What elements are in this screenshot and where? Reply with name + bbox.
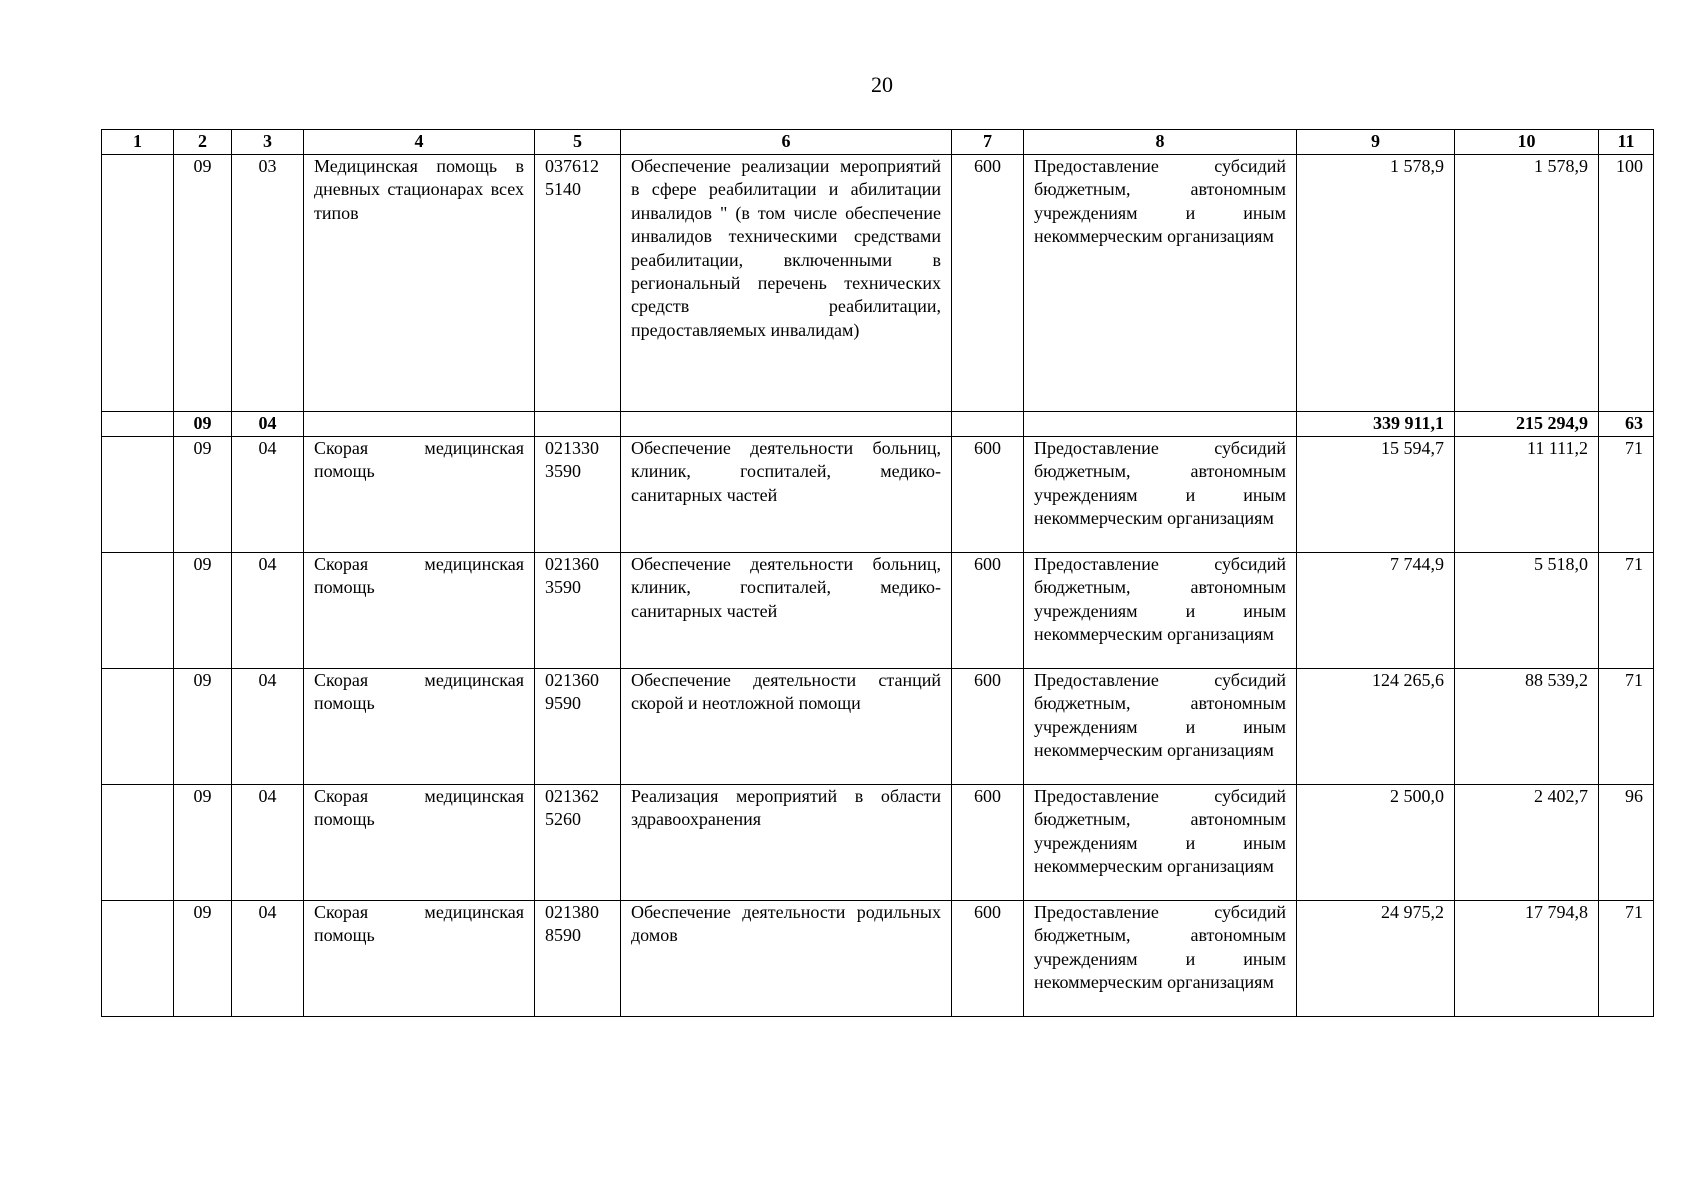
- column-header: 1: [102, 130, 174, 155]
- cell-empty: [535, 412, 621, 437]
- column-header: 5: [535, 130, 621, 155]
- page-number: 20: [871, 72, 893, 97]
- cell-subsection-name: Скорая медицинская помощь: [304, 785, 535, 901]
- cell-target-code: 021360 3590: [535, 553, 621, 669]
- cell-empty: [621, 412, 952, 437]
- cell-section: 09: [174, 669, 232, 785]
- table-row: [102, 437, 1654, 553]
- cell-empty: [1024, 412, 1297, 437]
- cell-c1: [102, 155, 174, 412]
- column-header: 4: [304, 130, 535, 155]
- column-header: 2: [174, 130, 232, 155]
- cell-c1: [102, 901, 174, 1017]
- column-header: 3: [232, 130, 304, 155]
- cell-expense-type: 600: [952, 437, 1024, 553]
- cell-target-name: Реализация мероприятий в области здравоохранения: [621, 785, 952, 901]
- cell-target-name: Обеспечение реализации мероприятий в сфере реабилитации и абилитации инвалидов " (в том числе обеспечение инвалидов техническими средствами реабилитации, включенными в региональный перечень технических средств реабилитации, предоставляемых инвалидам): [621, 155, 952, 412]
- cell-expense-type-name: Предоставление субсидий бюджетным, автономным учреждениям и иным некоммерческим организациям: [1024, 437, 1297, 553]
- cell-subsection: 04: [232, 412, 304, 437]
- cell-subsection-name: Скорая медицинская помощь: [304, 669, 535, 785]
- cell-target-code: 037612 5140: [535, 155, 621, 412]
- cell-section: 09: [174, 785, 232, 901]
- cell-executed: 1 578,9: [1455, 155, 1599, 412]
- cell-executed: 88 539,2: [1455, 669, 1599, 785]
- cell-subsection: 04: [232, 437, 304, 553]
- cell-target-code: 021362 5260: [535, 785, 621, 901]
- column-header: 7: [952, 130, 1024, 155]
- cell-executed: 215 294,9: [1455, 412, 1599, 437]
- cell-percent: 100: [1599, 155, 1654, 412]
- cell-target-name: Обеспечение деятельности станций скорой и неотложной помощи: [621, 669, 952, 785]
- cell-section: 09: [174, 412, 232, 437]
- cell-subsection-name: Скорая медицинская помощь: [304, 553, 535, 669]
- column-header: 8: [1024, 130, 1297, 155]
- cell-expense-type: 600: [952, 785, 1024, 901]
- table-row: [102, 155, 1654, 412]
- table-row: [102, 553, 1654, 669]
- cell-target-code: 021380 8590: [535, 901, 621, 1017]
- cell-planned: 339 911,1: [1297, 412, 1455, 437]
- cell-target-code: 021330 3590: [535, 437, 621, 553]
- subtotal-row: [102, 412, 1654, 437]
- cell-expense-type-name: Предоставление субсидий бюджетным, автономным учреждениям и иным некоммерческим организациям: [1024, 669, 1297, 785]
- column-header: 11: [1599, 130, 1654, 155]
- table-row: [102, 785, 1654, 901]
- cell-percent: 71: [1599, 553, 1654, 669]
- cell-expense-type-name: Предоставление субсидий бюджетным, автономным учреждениям и иным некоммерческим организациям: [1024, 553, 1297, 669]
- cell-expense-type: 600: [952, 155, 1024, 412]
- cell-target-code: 021360 9590: [535, 669, 621, 785]
- cell-expense-type-name: Предоставление субсидий бюджетным, автономным учреждениям и иным некоммерческим организациям: [1024, 901, 1297, 1017]
- cell-target-name: Обеспечение деятельности больниц, клиник, госпиталей, медико-санитарных частей: [621, 553, 952, 669]
- cell-section: 09: [174, 155, 232, 412]
- header-row: [102, 130, 1654, 155]
- cell-section: 09: [174, 437, 232, 553]
- cell-expense-type: 600: [952, 553, 1024, 669]
- cell-subsection-name: Медицинская помощь в дневных стационарах всех типов: [304, 155, 535, 412]
- cell-percent: 96: [1599, 785, 1654, 901]
- cell-c1: [102, 437, 174, 553]
- cell-planned: 7 744,9: [1297, 553, 1455, 669]
- cell-section: 09: [174, 553, 232, 669]
- cell-executed: 5 518,0: [1455, 553, 1599, 669]
- column-header: 10: [1455, 130, 1599, 155]
- cell-planned: 2 500,0: [1297, 785, 1455, 901]
- cell-executed: 11 111,2: [1455, 437, 1599, 553]
- cell-planned: 24 975,2: [1297, 901, 1455, 1017]
- cell-c1: [102, 412, 174, 437]
- cell-subsection: 04: [232, 901, 304, 1017]
- column-header: 9: [1297, 130, 1455, 155]
- cell-percent: 71: [1599, 669, 1654, 785]
- cell-planned: 124 265,6: [1297, 669, 1455, 785]
- cell-expense-type-name: Предоставление субсидий бюджетным, автономным учреждениям и иным некоммерческим организациям: [1024, 155, 1297, 412]
- cell-subsection: 03: [232, 155, 304, 412]
- cell-executed: 17 794,8: [1455, 901, 1599, 1017]
- cell-planned: 1 578,9: [1297, 155, 1455, 412]
- cell-percent: 71: [1599, 437, 1654, 553]
- budget-table: [101, 129, 1654, 1017]
- cell-planned: 15 594,7: [1297, 437, 1455, 553]
- cell-expense-type-name: Предоставление субсидий бюджетным, автономным учреждениям и иным некоммерческим организациям: [1024, 785, 1297, 901]
- cell-executed: 2 402,7: [1455, 785, 1599, 901]
- cell-target-name: Обеспечение деятельности больниц, клиник, госпиталей, медико-санитарных частей: [621, 437, 952, 553]
- cell-c1: [102, 553, 174, 669]
- cell-c1: [102, 785, 174, 901]
- table-row: [102, 669, 1654, 785]
- cell-target-name: Обеспечение деятельности родильных домов: [621, 901, 952, 1017]
- cell-expense-type: 600: [952, 901, 1024, 1017]
- cell-percent: 63: [1599, 412, 1654, 437]
- cell-subsection: 04: [232, 669, 304, 785]
- cell-percent: 71: [1599, 901, 1654, 1017]
- cell-section: 09: [174, 901, 232, 1017]
- column-header: 6: [621, 130, 952, 155]
- cell-expense-type: 600: [952, 669, 1024, 785]
- cell-subsection: 04: [232, 785, 304, 901]
- cell-empty: [952, 412, 1024, 437]
- cell-subsection: 04: [232, 553, 304, 669]
- cell-empty: [304, 412, 535, 437]
- cell-subsection-name: Скорая медицинская помощь: [304, 901, 535, 1017]
- cell-c1: [102, 669, 174, 785]
- table-row: [102, 901, 1654, 1017]
- cell-subsection-name: Скорая медицинская помощь: [304, 437, 535, 553]
